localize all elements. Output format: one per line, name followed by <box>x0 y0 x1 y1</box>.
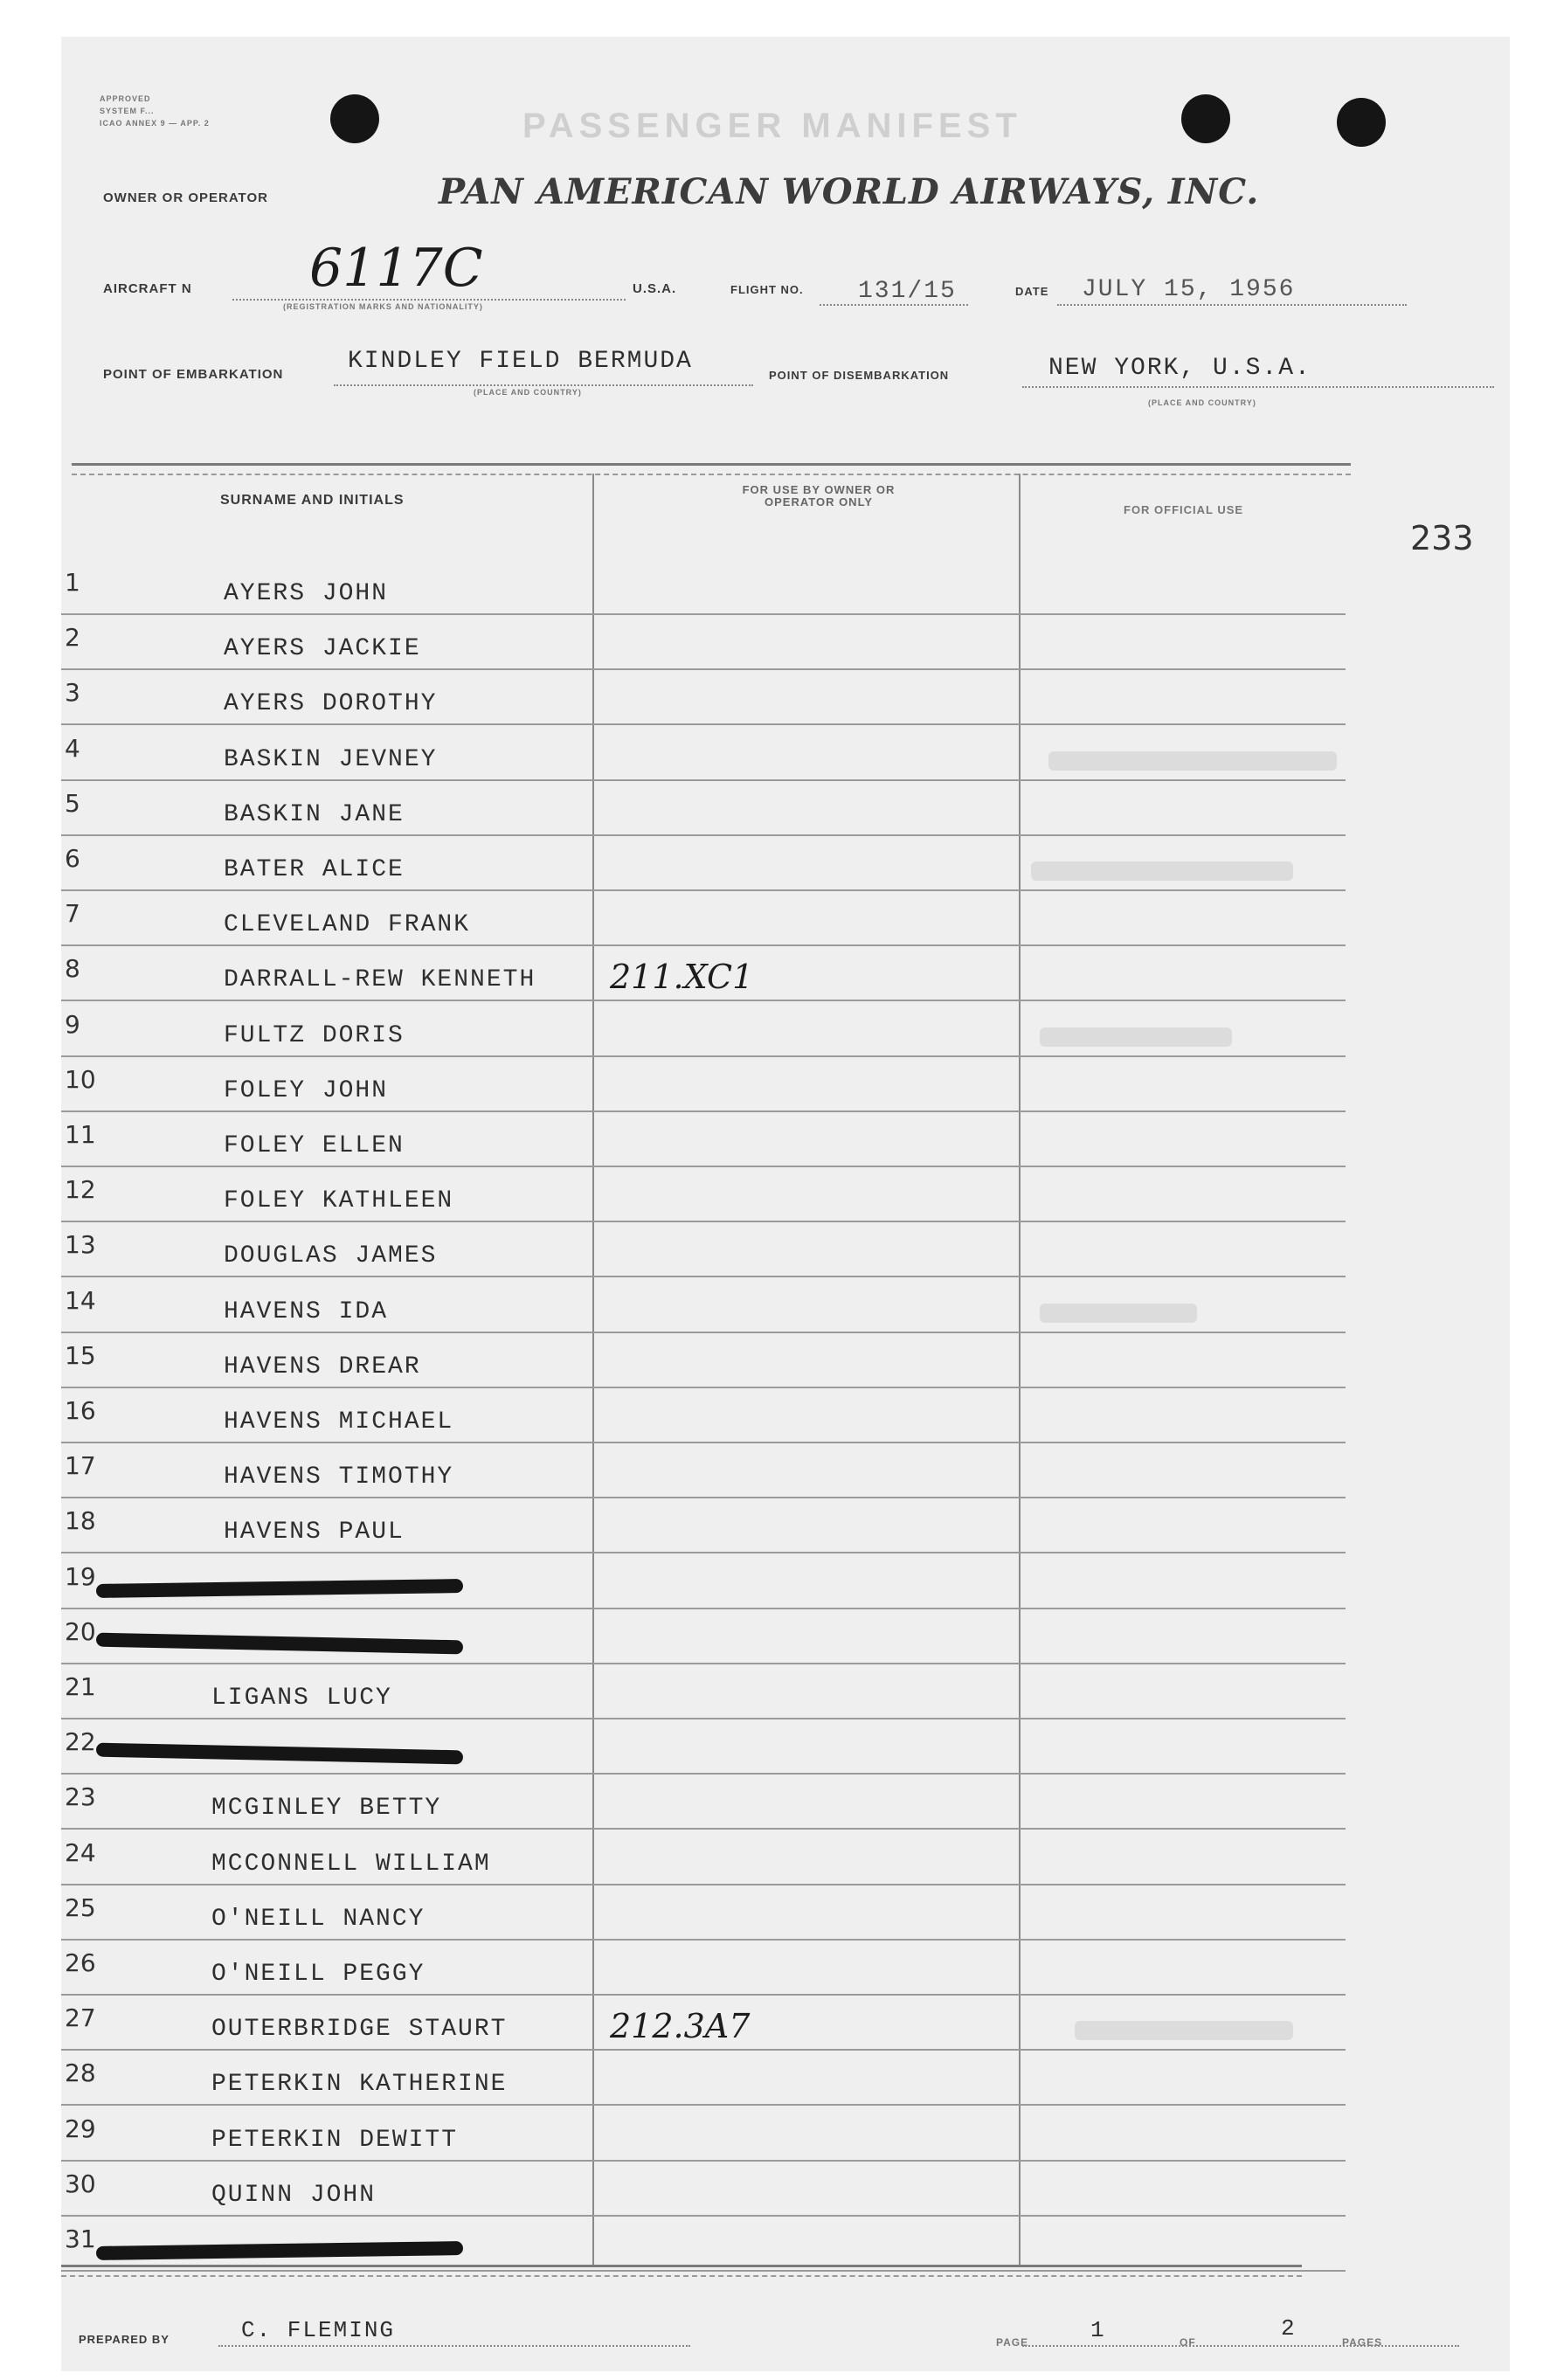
approval-stamp-line: SYSTEM F... <box>100 107 155 115</box>
prepared-value: C. FLEMING <box>241 2317 396 2343</box>
row-number: 24 <box>65 1838 96 1867</box>
row-rule <box>61 779 1346 781</box>
row-rule <box>61 1773 1346 1775</box>
row-number: 31 <box>65 2224 96 2253</box>
row-number: 28 <box>65 2058 96 2087</box>
row-rule <box>61 1828 1346 1830</box>
row-rule <box>61 1884 1346 1885</box>
row-number: 1 <box>65 568 80 597</box>
row-number: 20 <box>65 1617 96 1646</box>
row-rule <box>61 944 1346 946</box>
passenger-name: FOLEY JOHN <box>224 1077 389 1104</box>
passenger-name: OUTERBRIDGE STAURT <box>211 2016 508 2043</box>
flight-underline <box>820 304 968 306</box>
row-number: 2 <box>65 623 80 652</box>
page-label: PAGE <box>996 2336 1029 2349</box>
passenger-name: BASKIN JEVNEY <box>224 746 438 773</box>
of-value: 2 <box>1281 2315 1297 2342</box>
embark-sublabel: (PLACE AND COUNTRY) <box>474 388 582 397</box>
passenger-name: AYERS JACKIE <box>224 635 421 662</box>
col-header-owner: FOR USE BY OWNER OR OPERATOR ONLY <box>742 483 896 509</box>
passenger-name: HAVENS PAUL <box>224 1519 405 1546</box>
date-underline <box>1057 304 1407 306</box>
disembark-label: POINT OF DISEMBARKATION <box>769 369 950 382</box>
row-rule <box>61 2160 1346 2162</box>
row-rule <box>61 1497 1346 1498</box>
prepared-label: PREPARED BY <box>79 2333 170 2346</box>
passenger-name: QUINN JOHN <box>211 2182 377 2209</box>
row-rule <box>61 668 1346 670</box>
aircraft-value: 6117C <box>309 238 483 299</box>
aircraft-label: AIRCRAFT N <box>103 281 192 296</box>
embark-value: KINDLEY FIELD BERMUDA <box>348 348 693 375</box>
row-number: 10 <box>65 1065 96 1094</box>
passenger-name: HAVENS IDA <box>224 1298 389 1325</box>
passenger-name: LIGANS LUCY <box>211 1685 392 1712</box>
row-rule <box>61 1166 1346 1167</box>
row-rule <box>61 889 1346 891</box>
date-label: DATE <box>1015 285 1049 298</box>
row-rule <box>61 1552 1346 1553</box>
passenger-name: O'NEILL PEGGY <box>211 1961 426 1988</box>
row-number: 8 <box>65 954 80 983</box>
embark-label: POINT OF EMBARKATION <box>103 367 284 382</box>
row-rule <box>61 1442 1346 1443</box>
aircraft-underline <box>232 299 626 301</box>
passenger-name: HAVENS MICHAEL <box>224 1408 454 1436</box>
row-number: 19 <box>65 1562 96 1591</box>
side-number: 233 <box>1410 519 1474 557</box>
aircraft-sublabel: (REGISTRATION MARKS AND NATIONALITY) <box>283 302 483 311</box>
punch-hole <box>1181 94 1230 143</box>
disembark-underline <box>1022 386 1494 388</box>
row-number: 26 <box>65 1948 96 1977</box>
row-rule <box>61 1718 1346 1719</box>
row-number: 30 <box>65 2169 96 2198</box>
operator-note: 212.3A7 <box>610 2007 751 2045</box>
row-number: 3 <box>65 678 80 707</box>
owner-label: OWNER OR OPERATOR <box>103 190 268 205</box>
redaction-scribble <box>96 1743 463 1765</box>
owner-value: PAN AMERICAN WORLD AIRWAYS, INC. <box>439 171 1260 212</box>
passenger-name: MCGINLEY BETTY <box>211 1795 442 1822</box>
approval-stamp-line: APPROVED <box>100 94 151 103</box>
official-stamp-smudge <box>1040 1027 1232 1047</box>
passenger-name: PETERKIN KATHERINE <box>211 2071 508 2098</box>
row-rule <box>61 1110 1346 1112</box>
row-number: 6 <box>65 844 80 873</box>
row-rule <box>61 2049 1346 2051</box>
page-underline <box>1022 2345 1459 2347</box>
row-rule <box>61 1055 1346 1057</box>
table-top-rule-2 <box>72 474 1351 475</box>
table-bottom-rule <box>61 2265 1302 2267</box>
row-rule <box>61 1939 1346 1941</box>
table-top-rule <box>72 463 1351 466</box>
row-number: 25 <box>65 1893 96 1922</box>
official-stamp-smudge <box>1040 1304 1197 1323</box>
row-number: 23 <box>65 1782 96 1811</box>
punch-hole <box>330 94 379 143</box>
flight-label: FLIGHT NO. <box>730 283 804 296</box>
passenger-name: MCCONNELL WILLIAM <box>211 1851 491 1878</box>
date-value: JULY 15, 1956 <box>1082 276 1296 303</box>
official-stamp-smudge <box>1075 2021 1293 2040</box>
row-number: 14 <box>65 1286 96 1315</box>
redaction-scribble <box>96 1579 463 1598</box>
row-number: 13 <box>65 1230 96 1259</box>
row-number: 4 <box>65 734 80 763</box>
col-header-official: FOR OFFICIAL USE <box>1124 503 1244 516</box>
passenger-name: HAVENS TIMOTHY <box>224 1463 454 1491</box>
official-stamp-smudge <box>1031 861 1293 881</box>
row-rule <box>61 834 1346 836</box>
official-stamp-smudge <box>1048 751 1337 771</box>
operator-note: 211.XC1 <box>610 958 754 996</box>
row-number: 29 <box>65 2114 96 2143</box>
passenger-name: FOLEY KATHLEEN <box>224 1187 454 1214</box>
redaction-scribble <box>96 2241 463 2260</box>
row-rule <box>61 2215 1346 2217</box>
row-number: 5 <box>65 789 80 818</box>
manifest-paper <box>61 37 1510 2371</box>
approval-stamp-line: ICAO ANNEX 9 — APP. 2 <box>100 119 210 128</box>
row-number: 22 <box>65 1727 96 1756</box>
row-number: 9 <box>65 1010 80 1039</box>
row-number: 11 <box>65 1120 96 1149</box>
passenger-name: HAVENS DREAR <box>224 1353 421 1380</box>
passenger-name: FOLEY ELLEN <box>224 1132 405 1159</box>
disembark-sublabel: (PLACE AND COUNTRY) <box>1148 398 1256 407</box>
row-rule <box>61 1332 1346 1333</box>
embark-underline <box>334 384 753 386</box>
disembark-value: NEW YORK, U.S.A. <box>1048 355 1311 382</box>
row-rule <box>61 723 1346 725</box>
row-number: 21 <box>65 1672 96 1701</box>
passenger-name: AYERS DOROTHY <box>224 690 438 717</box>
col-divider-1 <box>592 474 594 2266</box>
passenger-name: CLEVELAND FRANK <box>224 911 471 938</box>
row-rule <box>61 1994 1346 1996</box>
of-label: OF <box>1180 2336 1196 2349</box>
col-divider-2 <box>1019 474 1021 2266</box>
row-number: 17 <box>65 1451 96 1480</box>
form-title: PASSENGER MANIFEST <box>522 107 1022 145</box>
passenger-name: DOUGLAS JAMES <box>224 1242 438 1270</box>
row-rule <box>61 2104 1346 2106</box>
usa-label: U.S.A. <box>633 281 677 296</box>
row-rule <box>61 1221 1346 1222</box>
passenger-name: DARRALL-REW KENNETH <box>224 966 536 993</box>
row-number: 27 <box>65 2003 96 2032</box>
table-bottom-rule-2 <box>61 2275 1302 2277</box>
redaction-scribble <box>96 1633 463 1655</box>
row-rule <box>61 2270 1346 2272</box>
row-number: 16 <box>65 1396 96 1425</box>
row-rule <box>61 1276 1346 1277</box>
passenger-name: O'NEILL NANCY <box>211 1906 426 1933</box>
pages-label: PAGES <box>1342 2336 1383 2349</box>
row-number: 7 <box>65 899 80 928</box>
passenger-name: AYERS JOHN <box>224 580 389 607</box>
row-rule <box>61 1000 1346 1001</box>
row-number: 12 <box>65 1175 96 1204</box>
passenger-name: FULTZ DORIS <box>224 1022 405 1049</box>
row-number: 18 <box>65 1506 96 1535</box>
row-rule <box>61 613 1346 615</box>
col-header-surname: SURNAME AND INITIALS <box>220 493 405 508</box>
passenger-name: BASKIN JANE <box>224 801 405 828</box>
row-rule <box>61 1663 1346 1664</box>
passenger-name: BATER ALICE <box>224 856 405 883</box>
row-rule <box>61 1387 1346 1388</box>
row-number: 15 <box>65 1341 96 1370</box>
punch-hole <box>1337 98 1386 147</box>
row-rule <box>61 1608 1346 1609</box>
page-value: 1 <box>1090 2317 1106 2343</box>
flight-value: 131/15 <box>858 278 957 305</box>
passenger-name: PETERKIN DEWITT <box>211 2127 459 2154</box>
prepared-underline <box>218 2345 690 2347</box>
